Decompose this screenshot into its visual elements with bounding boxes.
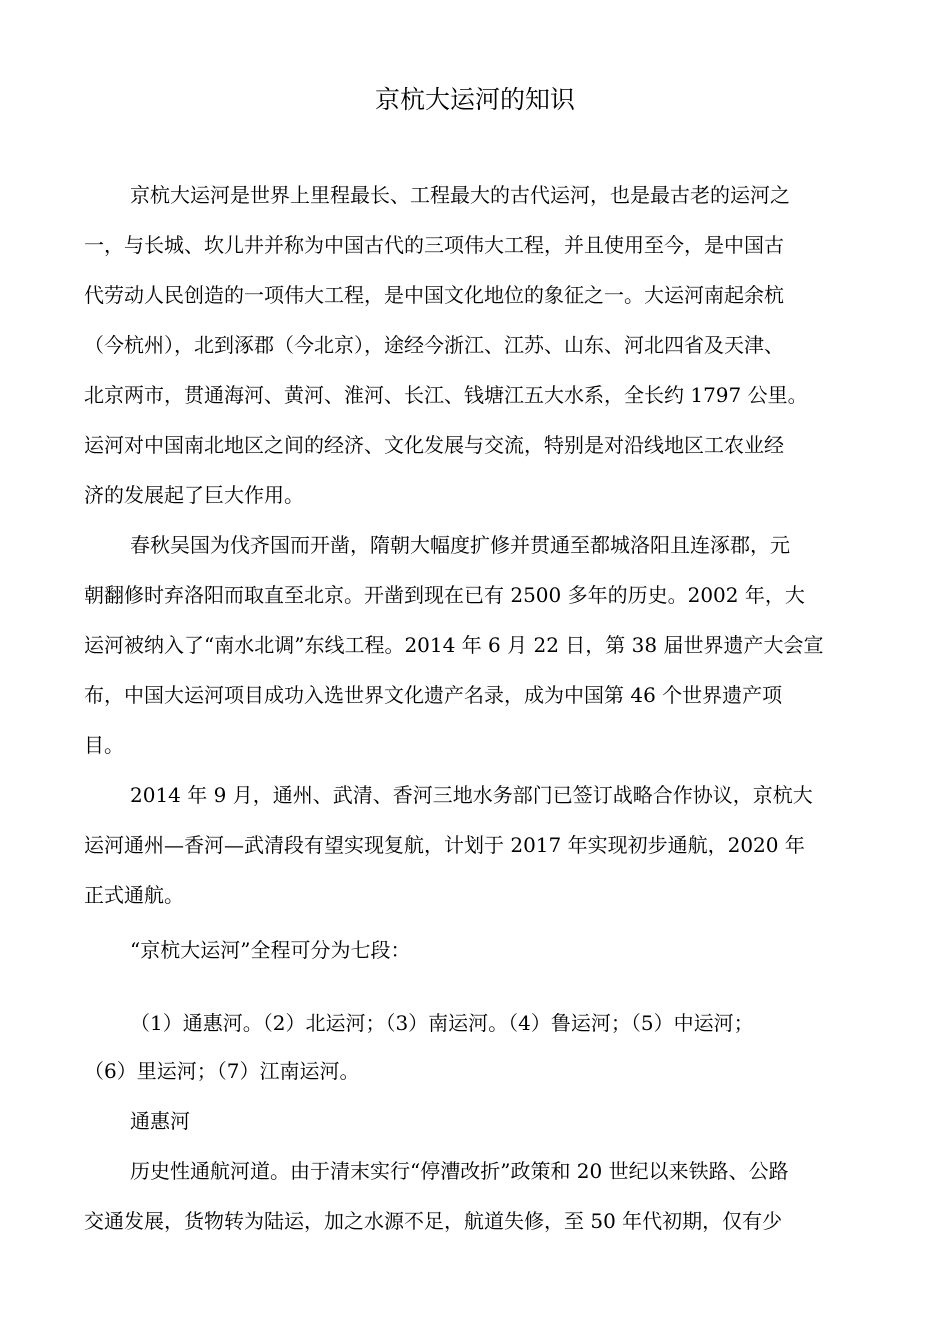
- paragraph-line: 朝翻修时弃洛阳而取直至北京。开凿到现在已有 2500 多年的历史。2002 年，大: [84, 583, 805, 607]
- paragraph-line: 济的发展起了巨大作用。: [84, 483, 304, 507]
- paragraph-line: （今杭州），北到涿郡（今北京），途经今浙江、江苏、山东、河北四省及天津、: [84, 333, 784, 357]
- paragraph-line: 正式通航。: [84, 883, 184, 907]
- paragraph-line: 运河对中国南北地区之间的经济、文化发展与交流，特别是对沿线地区工农业经: [84, 433, 784, 457]
- paragraph-line: 布，中国大运河项目成功入选世界文化遗产名录，成为中国第 46 个世界遗产项: [84, 683, 783, 707]
- paragraph-line: 运河通州—香河—武清段有望实现复航，计划于 2017 年实现初步通航，2020 年: [84, 833, 805, 857]
- paragraph-line: 交通发展，货物转为陆运，加之水源不足，航道失修，至 50 年代初期，仅有少: [84, 1209, 783, 1233]
- document-title: 京杭大运河的知识: [374, 85, 575, 114]
- section-heading: 通惠河: [130, 1109, 190, 1133]
- paragraph-line: 历史性通航河道。由于清末实行“停漕改折”政策和 20 世纪以来铁路、公路: [130, 1159, 789, 1183]
- paragraph-line: 2014 年 9 月，通州、武清、香河三地水务部门已签订战略合作协议，京杭大: [130, 783, 813, 807]
- paragraph-line: 春秋吴国为伐齐国而开凿，隋朝大幅度扩修并贯通至都城洛阳且连涿郡，元: [130, 533, 790, 557]
- paragraph-line: 代劳动人民创造的一项伟大工程，是中国文化地位的象征之一。大运河南起余杭: [84, 283, 784, 307]
- paragraph-line: 目。: [84, 733, 124, 757]
- paragraph-line: 一，与长城、坎儿井并称为中国古代的三项伟大工程，并且使用至今，是中国古: [84, 233, 784, 257]
- paragraph-line: 北京两市，贯通海河、黄河、淮河、长江、钱塘江五大水系，全长约 1797 公里。: [84, 383, 808, 407]
- paragraph-line: （1）通惠河。（2）北运河；（3）南运河。（4）鲁运河；（5）中运河；: [130, 1011, 754, 1035]
- paragraph-line: 运河被纳入了“南水北调”东线工程。2014 年 6 月 22 日，第 38 届世界遗产大会宣: [84, 633, 824, 657]
- paragraph-line: “京杭大运河”全程可分为七段：: [130, 938, 411, 962]
- paragraph-line: （6）里运河；（7）江南运河。: [84, 1059, 360, 1083]
- paragraph-line: 京杭大运河是世界上里程最长、工程最大的古代运河，也是最古老的运河之: [130, 183, 790, 207]
